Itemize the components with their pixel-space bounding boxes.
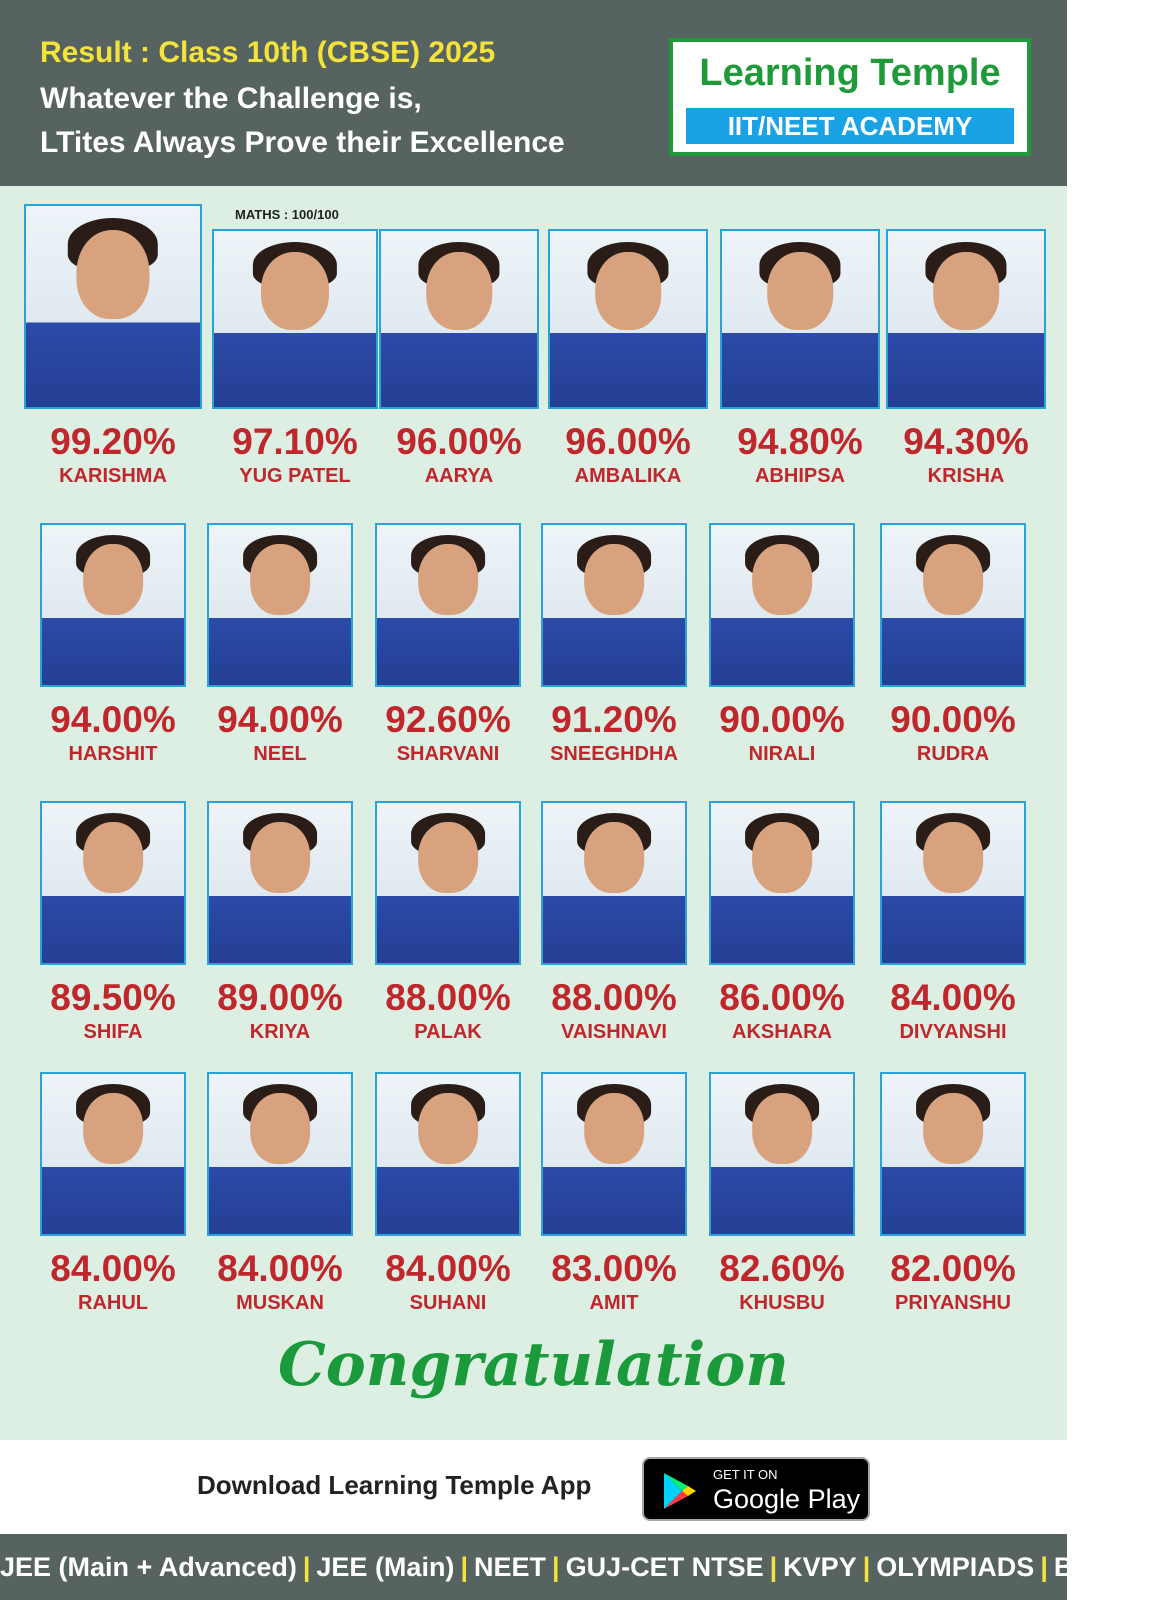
- student-card: [886, 229, 1046, 499]
- portrait-face: [752, 822, 812, 892]
- portrait-face: [83, 1093, 143, 1163]
- portrait-face: [261, 252, 329, 329]
- student-name: VAISHNAVI: [561, 1021, 667, 1043]
- student-photo: [375, 1072, 521, 1236]
- student-score: 89.50%: [50, 977, 176, 1018]
- student-photo: [207, 1072, 353, 1236]
- student-photo: [40, 1072, 186, 1236]
- student-name: SHARVANI: [396, 743, 500, 765]
- student-name: KRIYA: [249, 1021, 311, 1043]
- student-photo: [207, 523, 353, 687]
- student-name: PALAK: [414, 1021, 482, 1043]
- student-card: [40, 801, 186, 1055]
- student-name: SNEEGHDHA: [550, 743, 678, 765]
- student-card: [207, 1072, 353, 1326]
- student-photo: [880, 523, 1026, 687]
- portrait-face: [83, 544, 143, 614]
- portrait-face: [418, 1093, 478, 1163]
- separator: |: [552, 1552, 560, 1582]
- course-label: OLYMPIADS: [876, 1552, 1035, 1582]
- student-photo: [379, 229, 539, 409]
- student-card: [379, 229, 539, 499]
- portrait-face: [250, 822, 310, 892]
- student-name: KARISHMA: [59, 465, 167, 487]
- student-card: [709, 1072, 855, 1326]
- store-big-text: Google Play: [713, 1484, 861, 1514]
- course-label: NEET: [474, 1552, 547, 1582]
- student-name: RAHUL: [78, 1292, 148, 1314]
- student-photo: [886, 229, 1046, 409]
- store-small-text: GET IT ON: [713, 1467, 778, 1482]
- student-card: [541, 801, 687, 1055]
- student-score: 94.30%: [903, 421, 1029, 462]
- student-score: 84.00%: [50, 1248, 176, 1289]
- logo-tagline: IIT/NEET ACADEMY: [686, 108, 1014, 144]
- portrait-face: [83, 822, 143, 892]
- google-play-badge[interactable]: [642, 1457, 870, 1521]
- student-card: [720, 229, 880, 499]
- course-label: JEE (Main): [316, 1552, 455, 1582]
- student-photo: [548, 229, 708, 409]
- student-photo: [880, 1072, 1026, 1236]
- student-photo: [541, 801, 687, 965]
- student-photo: [207, 801, 353, 965]
- portrait-face: [595, 252, 661, 329]
- student-name: AMBALIKA: [574, 465, 682, 487]
- student-name: NIRALI: [748, 743, 816, 765]
- portrait-face: [250, 544, 310, 614]
- student-photo: [709, 801, 855, 965]
- student-name: PRIYANSHU: [895, 1292, 1011, 1314]
- student-card: [207, 801, 353, 1055]
- student-score: 99.20%: [50, 421, 176, 462]
- portrait-face: [752, 1093, 812, 1163]
- student-score: 89.00%: [217, 977, 343, 1018]
- student-photo: [541, 1072, 687, 1236]
- student-photo: [720, 229, 880, 409]
- student-card: [548, 229, 708, 499]
- portrait-face: [418, 822, 478, 892]
- student-photo: [375, 801, 521, 965]
- portrait-face: [584, 544, 644, 614]
- student-score: 82.00%: [890, 1248, 1016, 1289]
- student-name: AMIT: [589, 1292, 639, 1314]
- student-card: [880, 523, 1026, 777]
- maths-note: MATHS : 100/100: [235, 207, 339, 222]
- student-name: SUHANI: [409, 1292, 487, 1314]
- student-card: [207, 523, 353, 777]
- student-score: 83.00%: [551, 1248, 677, 1289]
- student-name: RUDRA: [916, 743, 990, 765]
- student-score: 94.00%: [217, 699, 343, 740]
- student-name: AARYA: [424, 465, 494, 487]
- congratulation-text: Congratulation: [278, 1330, 789, 1400]
- student-card: [24, 204, 202, 499]
- student-name: KHUSBU: [739, 1292, 825, 1314]
- student-score: 96.00%: [565, 421, 691, 462]
- student-card: [375, 1072, 521, 1326]
- download-app-text: Download Learning Temple App: [197, 1470, 592, 1500]
- student-card: [880, 801, 1026, 1055]
- student-name: KRISHA: [927, 465, 1005, 487]
- logo-name: Learning Temple: [699, 52, 1001, 94]
- student-name: ABHIPSA: [754, 465, 845, 487]
- portrait-face: [923, 822, 983, 892]
- student-score: 90.00%: [719, 699, 845, 740]
- student-photo: [375, 523, 521, 687]
- google-play-icon: [658, 1470, 700, 1512]
- student-photo: [212, 229, 378, 409]
- student-card: [709, 523, 855, 777]
- student-name: HARSHIT: [68, 743, 158, 765]
- student-name: SHIFA: [83, 1021, 143, 1043]
- student-photo: [709, 523, 855, 687]
- student-score: 84.00%: [217, 1248, 343, 1289]
- portrait-face: [426, 252, 492, 329]
- course-label: GUJ-CET NTSE: [565, 1552, 764, 1582]
- student-score: 86.00%: [719, 977, 845, 1018]
- course-label: JEE (Main + Advanced): [0, 1552, 297, 1582]
- student-score: 90.00%: [890, 699, 1016, 740]
- portrait-face: [933, 252, 999, 329]
- portrait-face: [250, 1093, 310, 1163]
- student-card: [375, 523, 521, 777]
- student-score: 92.60%: [385, 699, 511, 740]
- portrait-face: [923, 544, 983, 614]
- course-label: BOARD: [1053, 1552, 1153, 1582]
- separator: |: [1040, 1552, 1048, 1582]
- student-photo: [541, 523, 687, 687]
- student-card: [212, 229, 378, 499]
- student-card: [880, 1072, 1026, 1326]
- student-card: [541, 523, 687, 777]
- student-score: 91.20%: [551, 699, 677, 740]
- separator: |: [769, 1552, 778, 1582]
- student-score: 96.00%: [396, 421, 522, 462]
- student-photo: [24, 204, 202, 409]
- student-name: AKSHARA: [732, 1021, 832, 1043]
- portrait-face: [752, 544, 812, 614]
- student-score: 88.00%: [385, 977, 511, 1018]
- separator: |: [862, 1552, 871, 1582]
- tagline-line-1: Whatever the Challenge is,: [40, 82, 422, 115]
- portrait-face: [418, 544, 478, 614]
- result-title: Result : Class 10th (CBSE) 2025: [40, 36, 496, 69]
- student-card: [40, 1072, 186, 1326]
- course-label: KVPY: [783, 1552, 857, 1582]
- tagline-line-2: LTites Always Prove their Excellence: [40, 126, 565, 159]
- student-photo: [40, 523, 186, 687]
- student-name: YUG PATEL: [239, 465, 351, 487]
- student-score: 94.00%: [50, 699, 176, 740]
- portrait-face: [923, 1093, 983, 1163]
- student-name: DIVYANSHI: [899, 1021, 1007, 1043]
- student-score: 94.80%: [737, 421, 863, 462]
- student-card: [375, 801, 521, 1055]
- student-score: 84.00%: [385, 1248, 511, 1289]
- student-score: 82.60%: [719, 1248, 845, 1289]
- student-score: 84.00%: [890, 977, 1016, 1018]
- portrait-face: [767, 252, 833, 329]
- student-name: MUSKAN: [236, 1292, 324, 1314]
- learning-temple-logo: [669, 38, 1031, 156]
- student-name: NEEL: [253, 743, 307, 765]
- portrait-face: [584, 1093, 644, 1163]
- student-photo: [880, 801, 1026, 965]
- separator: |: [460, 1552, 468, 1582]
- student-card: [541, 1072, 687, 1326]
- student-photo: [709, 1072, 855, 1236]
- portrait-face: [76, 230, 149, 318]
- student-card: [40, 523, 186, 777]
- portrait-face: [584, 822, 644, 892]
- separator: |: [302, 1552, 311, 1582]
- student-photo: [40, 801, 186, 965]
- student-score: 97.10%: [232, 421, 358, 462]
- student-score: 88.00%: [551, 977, 677, 1018]
- courses-footer: [0, 1534, 1153, 1600]
- student-card: [709, 801, 855, 1055]
